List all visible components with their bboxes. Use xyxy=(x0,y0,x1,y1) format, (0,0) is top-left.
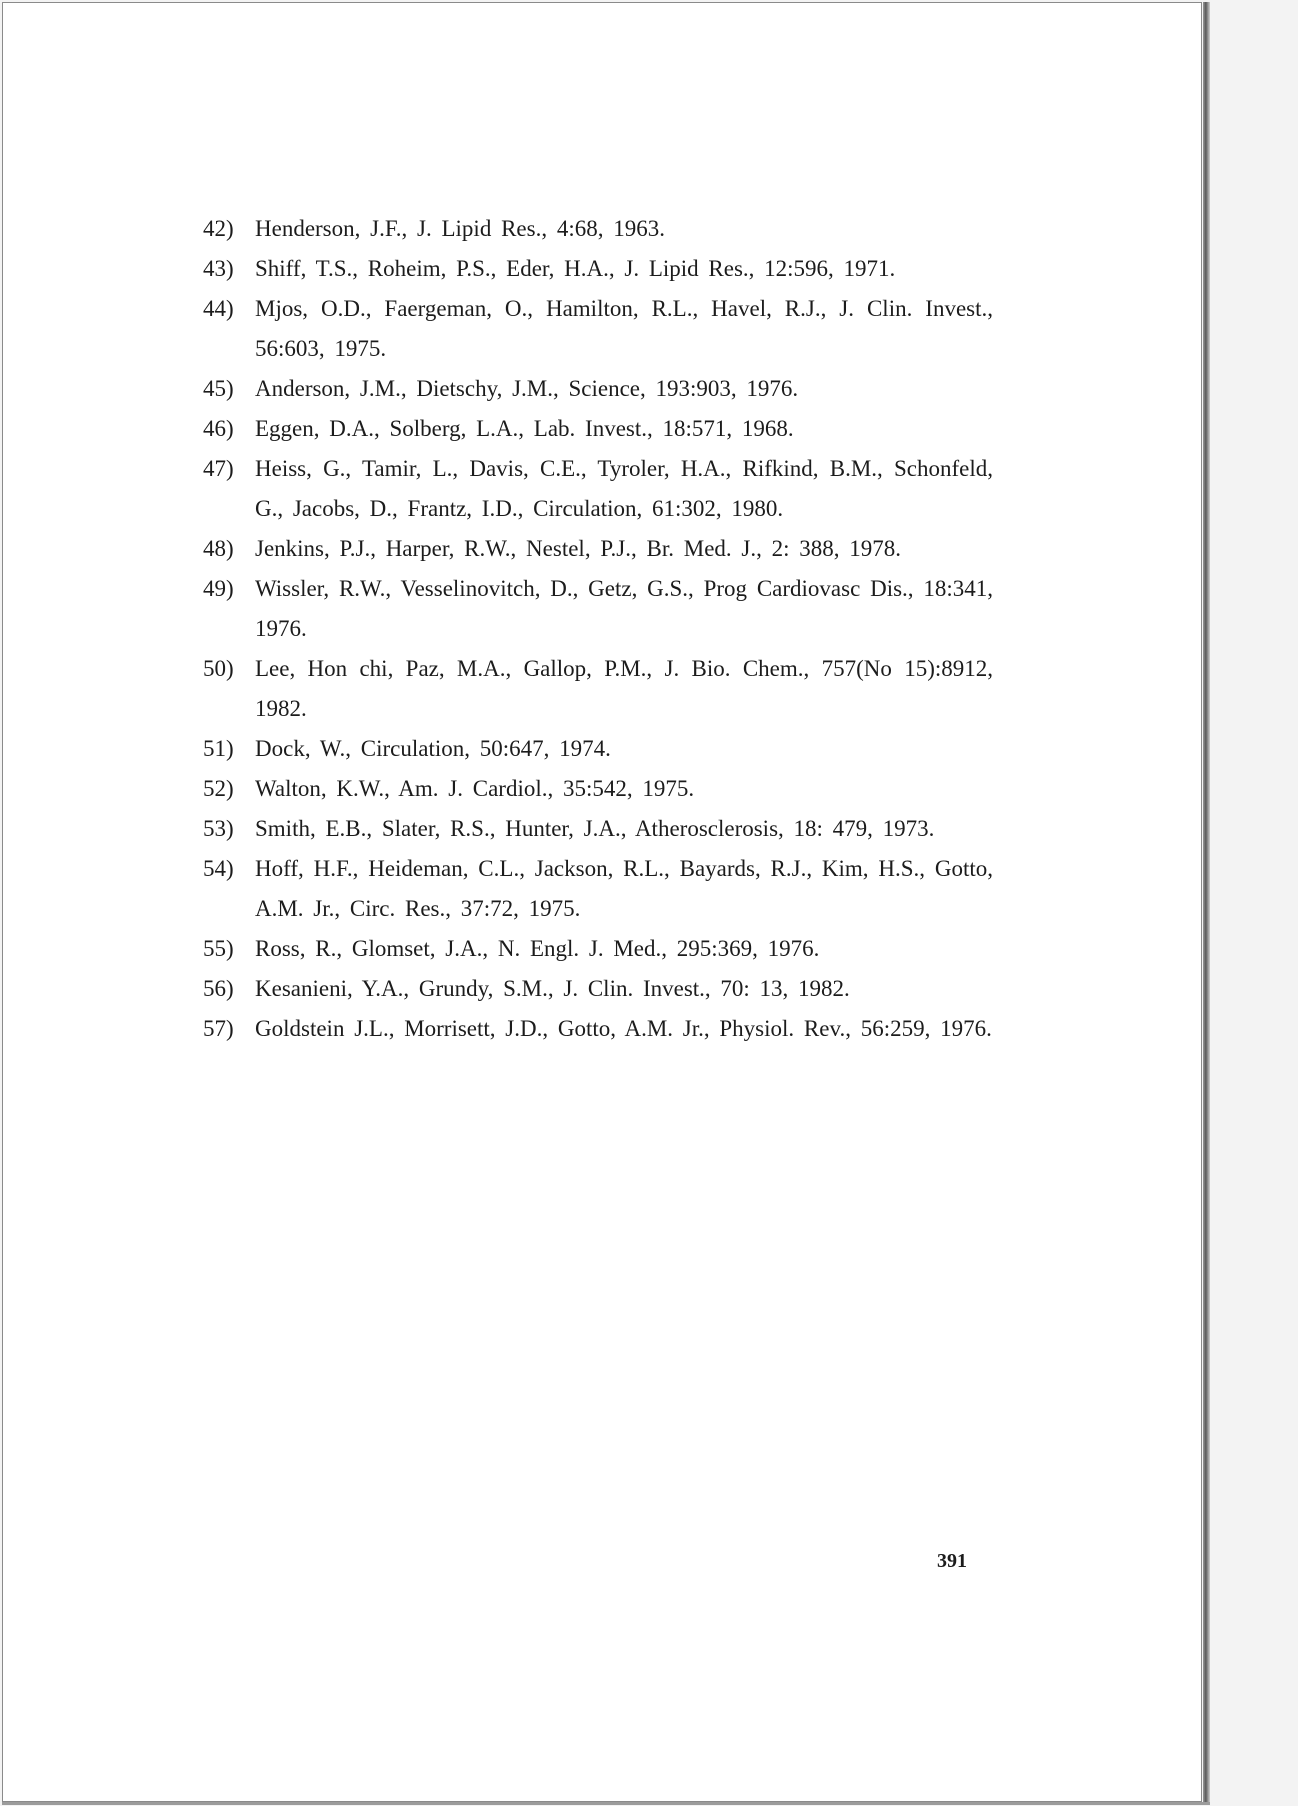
page-edge-shadow xyxy=(1203,2,1210,1804)
reference-text: Hoff, H.F., Heideman, C.L., Jackson, R.L., Bayards, R.J., Kim, H.S., Gotto, A.M. Jr., Circ. Res., 37:72, 1975. xyxy=(255,856,993,921)
reference-text: Goldstein J.L., Morrisett, J.D., Gotto, A.M. Jr., Physiol. Rev., 56:259, 1976. xyxy=(255,1016,992,1041)
reference-item xyxy=(203,409,993,449)
reference-item xyxy=(203,449,993,529)
reference-text: Dock, W., Circulation, 50:647, 1974. xyxy=(255,736,611,761)
reference-text: Mjos, O.D., Faergeman, O., Hamilton, R.L., Havel, R.J., J. Clin. Invest., 56:603, 1975. xyxy=(255,296,993,361)
reference-item xyxy=(203,249,993,289)
reference-number: 55) xyxy=(203,936,234,961)
reference-item xyxy=(203,369,993,409)
reference-text: Jenkins, P.J., Harper, R.W., Nestel, P.J., Br. Med. J., 2: 388, 1978. xyxy=(255,536,901,561)
reference-number: 48) xyxy=(203,536,234,561)
page-bottom-shadow xyxy=(2,1802,1210,1805)
reference-text: Shiff, T.S., Roheim, P.S., Eder, H.A., J. Lipid Res., 12:596, 1971. xyxy=(255,256,896,281)
reference-number: 54) xyxy=(203,856,234,881)
reference-number: 44) xyxy=(203,296,234,321)
reference-item xyxy=(203,209,993,249)
reference-number: 49) xyxy=(203,576,234,601)
reference-number: 43) xyxy=(203,256,234,281)
reference-number: 50) xyxy=(203,656,234,681)
reference-text: Walton, K.W., Am. J. Cardiol., 35:542, 1975. xyxy=(255,776,695,801)
reference-text: Kesanieni, Y.A., Grundy, S.M., J. Clin. Invest., 70: 13, 1982. xyxy=(255,976,850,1001)
reference-item xyxy=(203,929,993,969)
reference-text: Eggen, D.A., Solberg, L.A., Lab. Invest., 18:571, 1968. xyxy=(255,416,794,441)
reference-item xyxy=(203,849,993,929)
reference-list xyxy=(203,209,993,1049)
reference-item xyxy=(203,529,993,569)
reference-item xyxy=(203,649,993,729)
reference-text: Anderson, J.M., Dietschy, J.M., Science, 193:903, 1976. xyxy=(255,376,799,401)
reference-number: 53) xyxy=(203,816,234,841)
reference-number: 52) xyxy=(203,776,234,801)
reference-number: 46) xyxy=(203,416,234,441)
reference-text: Wissler, R.W., Vesselinovitch, D., Getz, G.S., Prog Cardiovasc Dis., 18:341, 1976. xyxy=(255,576,993,641)
page xyxy=(2,2,1202,1802)
reference-text: Lee, Hon chi, Paz, M.A., Gallop, P.M., J. Bio. Chem., 757(No 15):8912, 1982. xyxy=(255,656,993,721)
reference-item xyxy=(203,289,993,369)
page-number: 391 xyxy=(937,1550,967,1572)
reference-text: Henderson, J.F., J. Lipid Res., 4:68, 1963. xyxy=(255,216,665,241)
reference-item xyxy=(203,769,993,809)
reference-item xyxy=(203,569,993,649)
reference-item xyxy=(203,1009,993,1049)
reference-text: Ross, R., Glomset, J.A., N. Engl. J. Med., 295:369, 1976. xyxy=(255,936,820,961)
reference-number: 47) xyxy=(203,456,234,481)
reference-number: 57) xyxy=(203,1016,234,1041)
reference-number: 42) xyxy=(203,216,234,241)
reference-number: 56) xyxy=(203,976,234,1001)
reference-number: 51) xyxy=(203,736,234,761)
reference-item xyxy=(203,809,993,849)
reference-text: Smith, E.B., Slater, R.S., Hunter, J.A., Atherosclerosis, 18: 479, 1973. xyxy=(255,816,935,841)
reference-text: Heiss, G., Tamir, L., Davis, C.E., Tyroler, H.A., Rifkind, B.M., Schonfeld, G., Jacobs, D., Frantz, I.D., Circulation, 61:302, 1980. xyxy=(255,456,993,521)
reference-item xyxy=(203,729,993,769)
reference-item xyxy=(203,969,993,1009)
reference-number: 45) xyxy=(203,376,234,401)
